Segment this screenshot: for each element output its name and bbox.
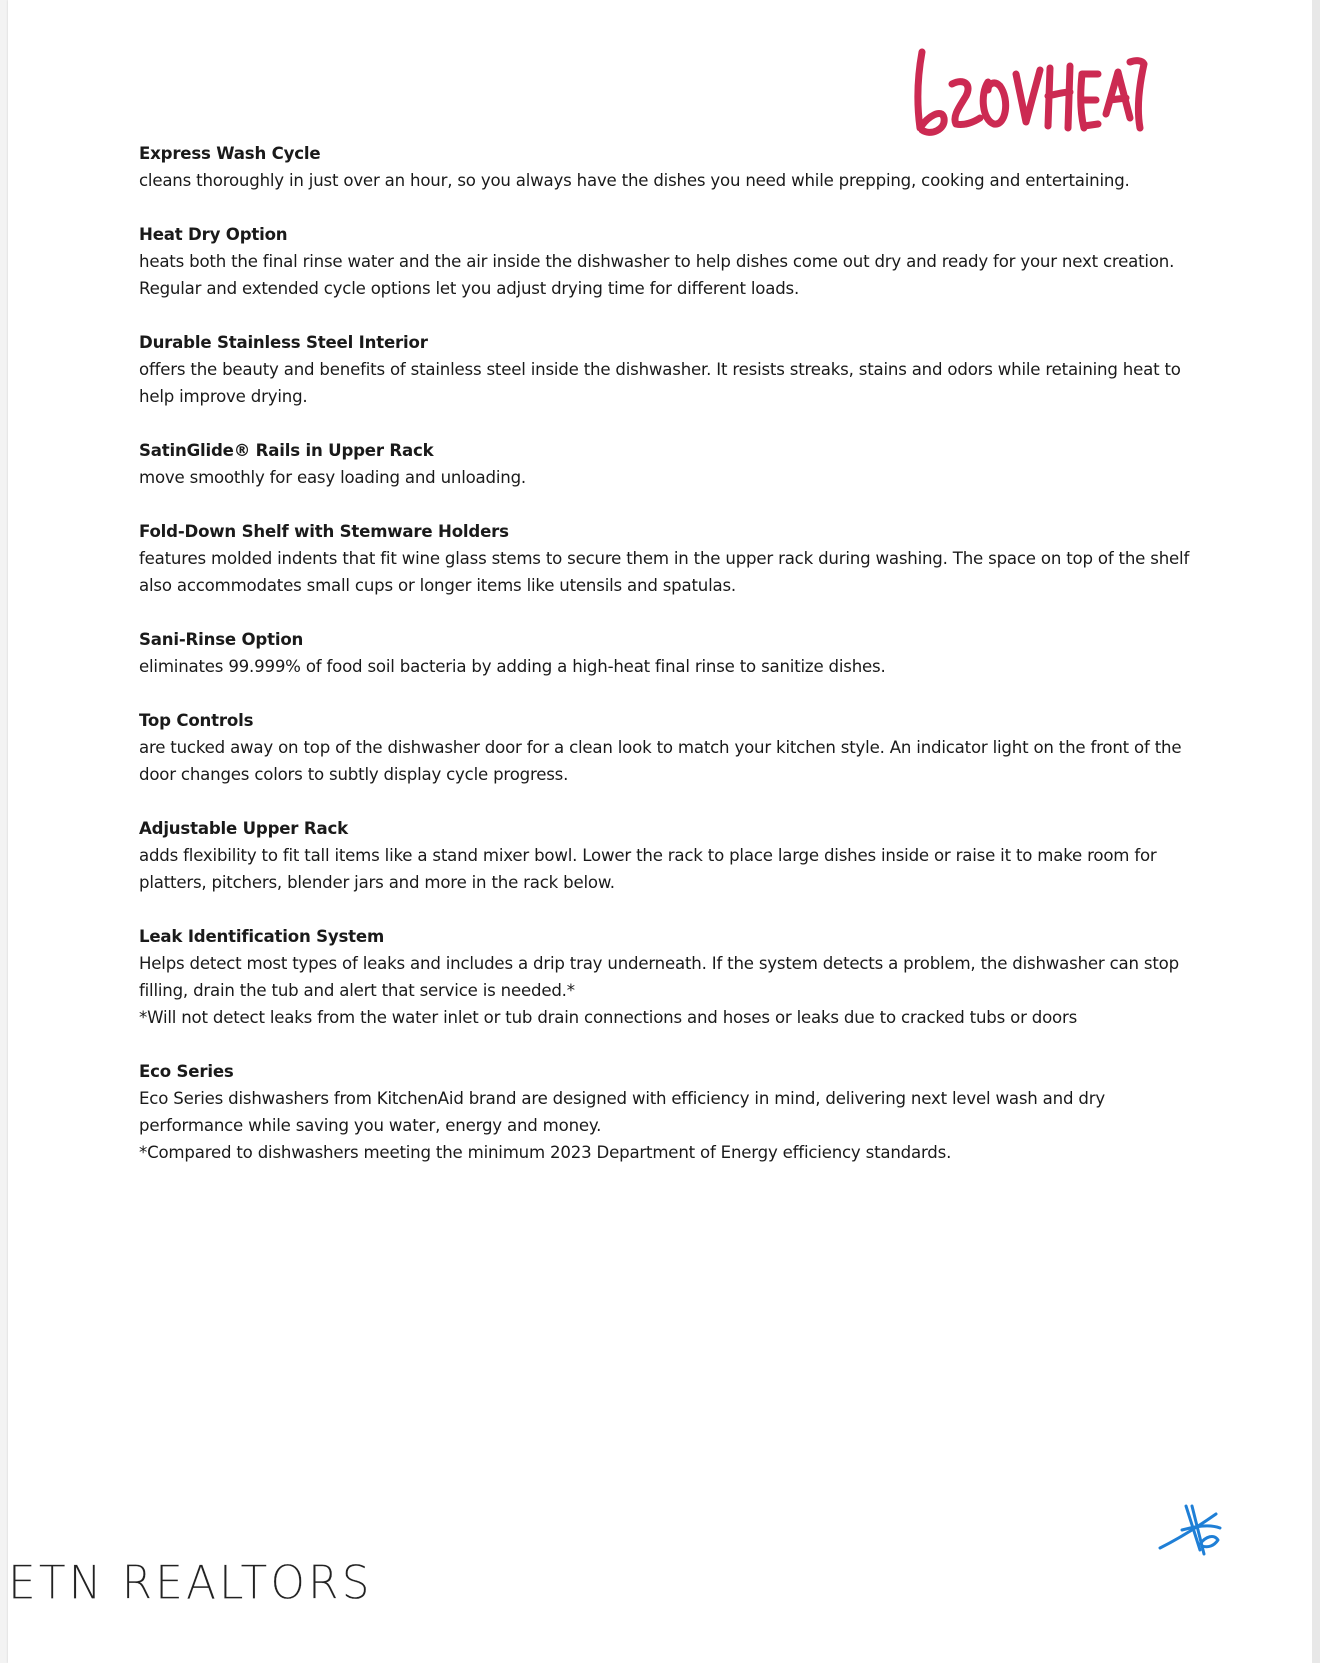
feature-title: Heat Dry Option [139, 225, 288, 244]
feature-eco-series [139, 1058, 1199, 1166]
feature-title: Top Controls [139, 711, 254, 730]
handwritten-initials-mark [1156, 1500, 1236, 1560]
feature-description: Eco Series dishwashers from KitchenAid brand are designed with efficiency in mind, delivering next level wash and dry performance while saving you water, energy and money. [139, 1089, 1105, 1135]
feature-satinglide-rails [139, 437, 1199, 491]
feature-fold-down-shelf [139, 518, 1199, 599]
feature-adjustable-upper-rack [139, 815, 1199, 896]
feature-title: Fold-Down Shelf with Stemware Holders [139, 522, 509, 541]
feature-footnote: *Compared to dishwashers meeting the minimum 2023 Department of Energy efficiency standards. [139, 1143, 952, 1162]
feature-description: Helps detect most types of leaks and includes a drip tray underneath. If the system detects a problem, the dishwasher can stop filling, drain the tub and alert that service is needed.* [139, 954, 1179, 1000]
feature-description: offers the beauty and benefits of stainless steel inside the dishwasher. It resists streaks, stains and odors while retaining heat to help improve drying. [139, 360, 1181, 406]
feature-list [139, 140, 1199, 1193]
scan-edge [1312, 0, 1320, 1663]
feature-express-wash [139, 140, 1199, 194]
feature-description: features molded indents that fit wine glass stems to secure them in the upper rack during washing. The space on top of the shelf also accommodates small cups or longer items like utensils and spatulas. [139, 549, 1190, 595]
feature-title: Leak Identification System [139, 927, 385, 946]
feature-stainless-interior [139, 329, 1199, 410]
feature-description: adds flexibility to fit tall items like a stand mixer bowl. Lower the rack to place large dishes inside or raise it to make room for platters, pitchers, blender jars and more in the rack below. [139, 846, 1157, 892]
feature-leak-identification [139, 923, 1199, 1031]
feature-title: SatinGlide® Rails in Upper Rack [139, 441, 434, 460]
feature-description: cleans thoroughly in just over an hour, so you always have the dishes you need while prepping, cooking and entertaining. [139, 171, 1130, 190]
feature-title: Adjustable Upper Rack [139, 819, 348, 838]
feature-title: Sani-Rinse Option [139, 630, 304, 649]
feature-footnote: *Will not detect leaks from the water inlet or tub drain connections and hoses or leaks due to cracked tubs or doors [139, 1008, 1078, 1027]
handwritten-note-signature [908, 44, 1148, 144]
brand-watermark: ETN REALTORS [8, 1556, 373, 1611]
feature-sani-rinse [139, 626, 1199, 680]
feature-title: Durable Stainless Steel Interior [139, 333, 428, 352]
feature-description: heats both the final rinse water and the air inside the dishwasher to help dishes come out dry and ready for your next creation. Regular and extended cycle options let you adjust drying time for different loads. [139, 252, 1175, 298]
feature-title: Express Wash Cycle [139, 144, 321, 163]
document-page [8, 0, 1312, 1663]
feature-heat-dry [139, 221, 1199, 302]
feature-description: move smoothly for easy loading and unloading. [139, 468, 526, 487]
feature-description: eliminates 99.999% of food soil bacteria by adding a high-heat final rinse to sanitize dishes. [139, 657, 886, 676]
feature-title: Eco Series [139, 1062, 234, 1081]
feature-top-controls [139, 707, 1199, 788]
feature-description: are tucked away on top of the dishwasher door for a clean look to match your kitchen style. An indicator light on the front of the door changes colors to subtly display cycle progress. [139, 738, 1182, 784]
